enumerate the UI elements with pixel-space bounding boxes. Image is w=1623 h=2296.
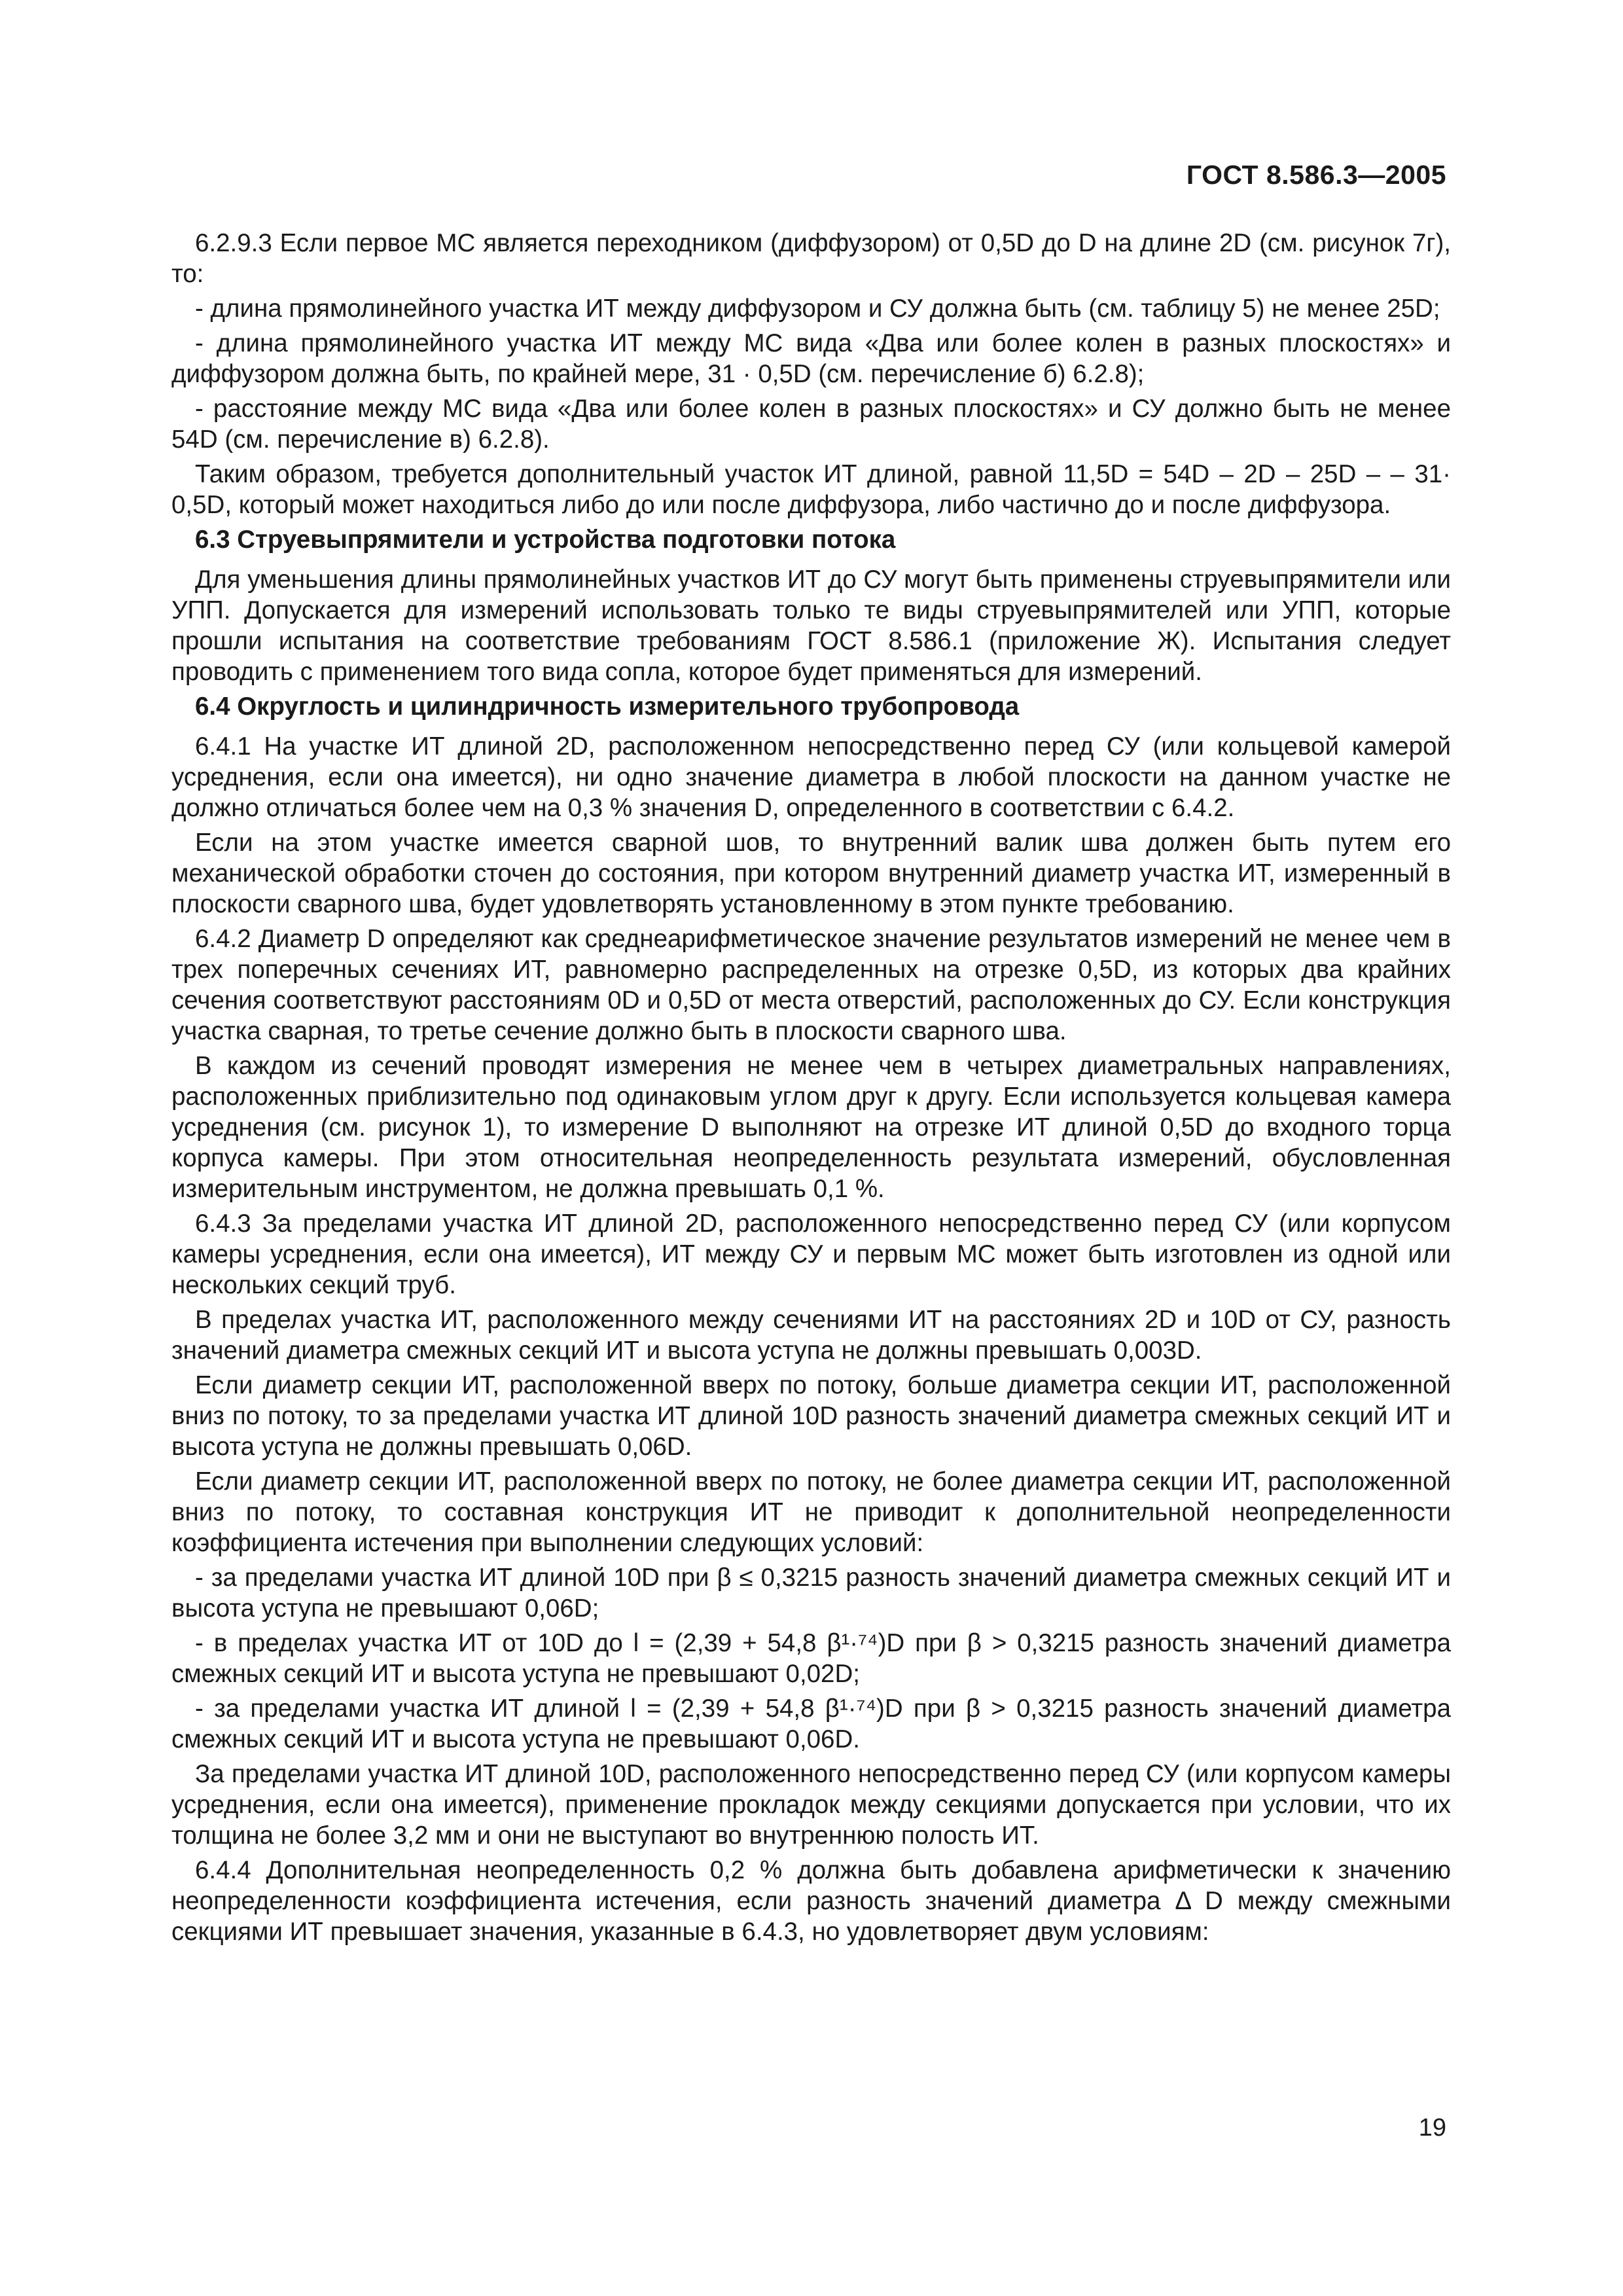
section-heading: 6.4 Округлость и цилиндричность измерительного трубопровода <box>195 692 1020 721</box>
list-item: - длина прямолинейного участка ИТ между МС вида «Два или более колен в разных плоскостях» и диффузором должна быть, по крайней мере, 31 · 0,5D (см. перечисление б) 6.2.8); <box>171 329 1451 388</box>
paragraph: 6.2.9.3 Если первое МС является переходником (диффузором) от 0,5D до D на длине 2D (см. рисунок 7г), то: <box>171 229 1451 288</box>
list-item: - за пределами участка ИТ длиной 10D при β ≤ 0,3215 разность значений диаметра смежных секций ИТ и высота уступа не превышают 0,06D; <box>171 1564 1451 1623</box>
paragraph: Если диаметр секции ИТ, расположенной вверх по потоку, не более диаметра секции ИТ, расположенной вниз по потоку, то составная конструкция ИТ не приводит к дополнительной неопределенности коэффициента истечения при выполнении следующих условий: <box>171 1467 1451 1557</box>
paragraph: Если на этом участке имеется сварной шов, то внутренний валик шва должен быть путем его механической обработки сточен до состояния, при котором внутренний диаметр участка ИТ, измеренный в плоскости сварного шва, будет удовлетворять установленному в этом пункте требованию. <box>171 829 1451 918</box>
paragraph: Таким образом, требуется дополнительный участок ИТ длиной, равной 11,5D = 54D – 2D – 25D – – 31· 0,5D, который может находиться либо до или после диффузора, либо частично до и после диффузора. <box>171 460 1451 519</box>
section-heading: 6.3 Струевыпрямители и устройства подготовки потока <box>195 526 896 554</box>
page-number: 19 <box>1418 2114 1446 2142</box>
list-item: - за пределами участка ИТ длиной l = (2,39 + 54,8 β¹·⁷⁴)D при β > 0,3215 разность значений диаметра смежных секций ИТ и высота уступа не превышают 0,06D. <box>171 1695 1451 1753</box>
list-item: - в пределах участка ИТ от 10D до l = (2,39 + 54,8 β¹·⁷⁴)D при β > 0,3215 разность значений диаметра смежных секций ИТ и высота уступа не превышают 0,02D; <box>171 1629 1451 1688</box>
paragraph: 6.4.2 Диаметр D определяют как среднеарифметическое значение результатов измерений не менее чем в трех поперечных сечениях ИТ, равномерно распределенных на отрезке 0,5D, из которых два крайних сечения соответствуют расстояниям 0D и 0,5D от места отверстий, расположенных до СУ. Если конструкция участка сварная, то третье сечение должно быть в плоскости сварного шва. <box>171 925 1451 1045</box>
paragraph: В каждом из сечений проводят измерения не менее чем в четырех диаметральных направлениях, расположенных приблизительно под одинаковым углом друг к другу. Если используется кольцевая камера усреднения (см. рисунок 1), то измерение D выполняют на отрезке ИТ длиной 0,5D до входного торца корпуса камеры. При этом относительная неопределенность результата измерений, обусловленная измерительным инструментом, не должна превышать 0,1 %. <box>171 1052 1451 1203</box>
paragraph: 6.4.3 За пределами участка ИТ длиной 2D, расположенного непосредственно перед СУ (или корпусом камеры усреднения, если она имеется), ИТ между СУ и первым МС может быть изготовлен из одной или нескольких секций труб. <box>171 1210 1451 1299</box>
paragraph: В пределах участка ИТ, расположенного между сечениями ИТ на расстояниях 2D и 10D от СУ, разность значений диаметра смежных секций ИТ и высота уступа не должны превышать 0,003D. <box>171 1306 1451 1365</box>
document-body <box>171 228 1451 1951</box>
paragraph: Для уменьшения длины прямолинейных участков ИТ до СУ могут быть применены струевыпрямители или УПП. Допускается для измерений использовать только те виды струевыпрямителей или УПП, которые прошли испытания на соответствие требованиям ГОСТ 8.586.1 (приложение Ж). Испытания следует проводить с применением того вида сопла, которое будет применяться для измерений. <box>171 565 1452 686</box>
list-item: - длина прямолинейного участка ИТ между диффузором и СУ должна быть (см. таблицу 5) не менее 25D; <box>195 295 1440 323</box>
document-id-header: ГОСТ 8.586.3—2005 <box>1186 160 1446 190</box>
list-item: - расстояние между МС вида «Два или более колен в разных плоскостях» и СУ должно быть не менее 54D (см. перечисление в) 6.2.8). <box>171 395 1451 454</box>
paragraph: За пределами участка ИТ длиной 10D, расположенного непосредственно перед СУ (или корпусом камеры усреднения, если она имеется), применение прокладок между секциями допускается при условии, что их толщина не более 3,2 мм и они не выступают во внутреннюю полость ИТ. <box>171 1760 1451 1850</box>
paragraph: 6.4.4 Дополнительная неопределенность 0,2 % должна быть добавлена арифметически к значению неопределенности коэффициента истечения, если разность значений диаметра Δ D между смежными секциями ИТ превышает значения, указанные в 6.4.3, но удовлетворяет двум условиям: <box>171 1856 1451 1946</box>
paragraph: Если диаметр секции ИТ, расположенной вверх по потоку, больше диаметра секции ИТ, расположенной вниз по потоку, то за пределами участка ИТ длиной 10D разность значений диаметра смежных секций ИТ и высота уступа не должны превышать 0,06D. <box>171 1371 1451 1461</box>
paragraph: 6.4.1 На участке ИТ длиной 2D, расположенном непосредственно перед СУ (или кольцевой камерой усреднения, если она имеется), ни одно значение диаметра в любой плоскости на данном участке не должно отличаться более чем на 0,3 % значения D, определенного в соответствии с 6.4.2. <box>171 732 1451 822</box>
